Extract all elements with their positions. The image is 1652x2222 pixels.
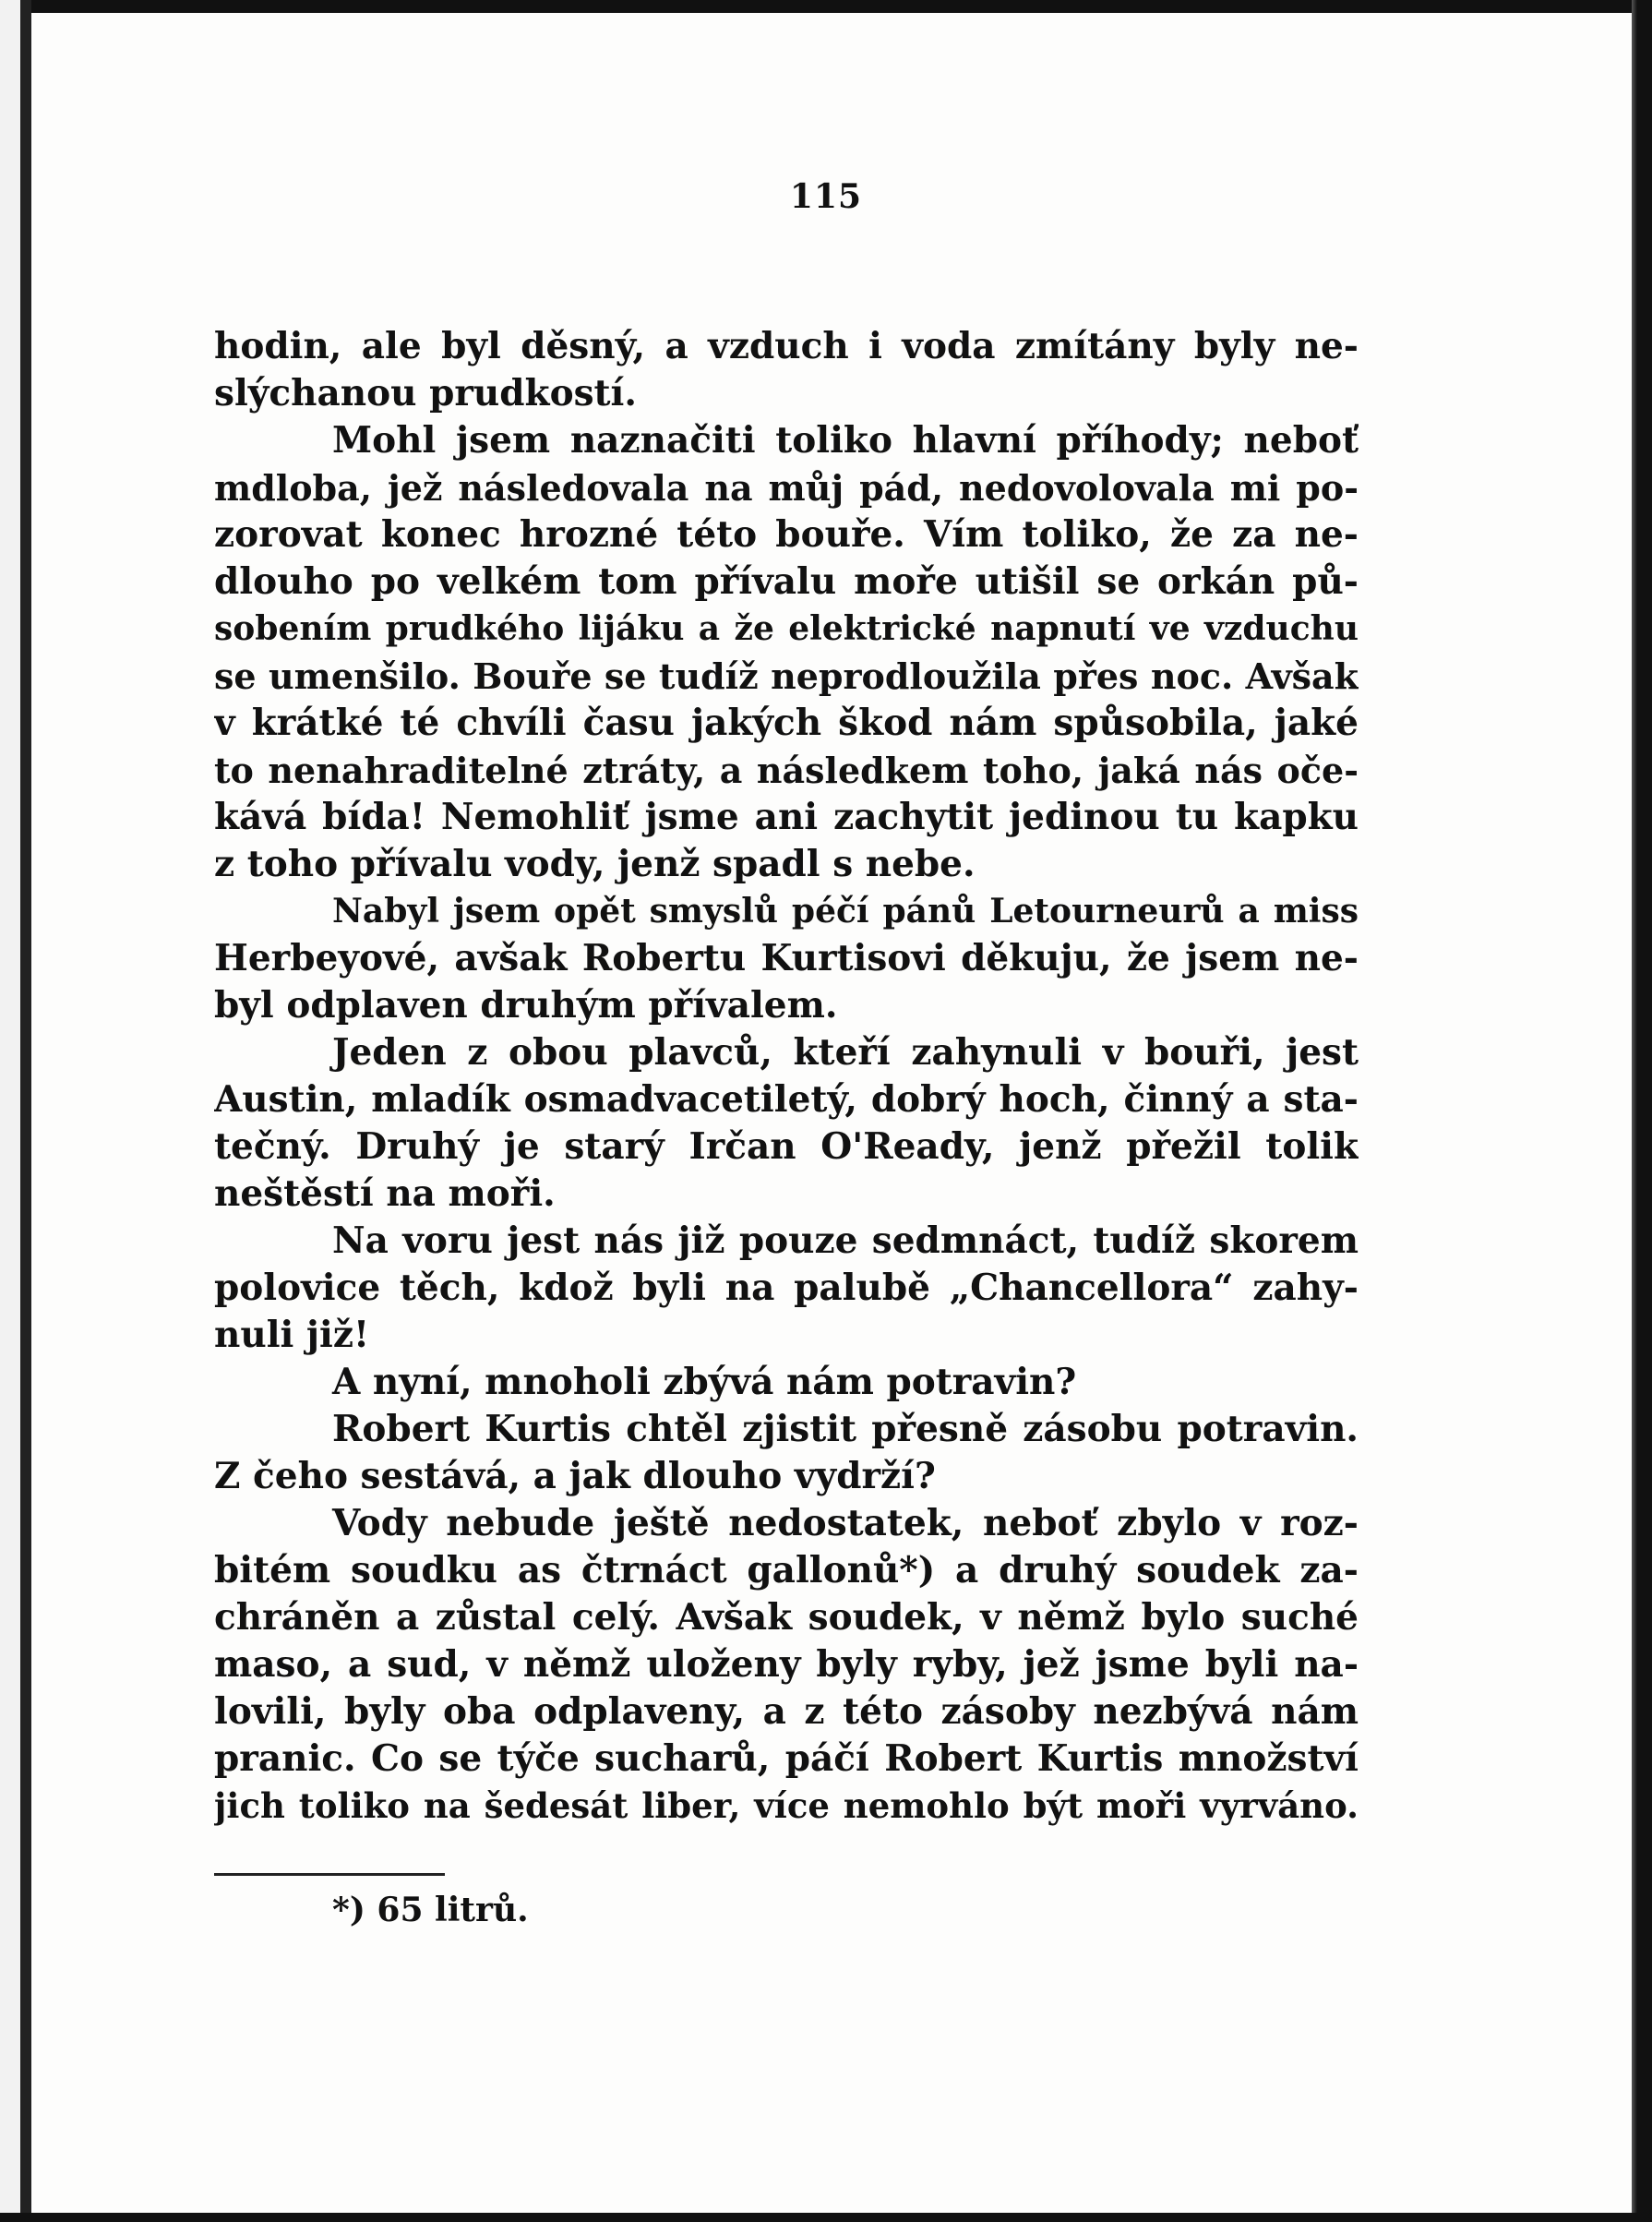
scan-edge-right xyxy=(1632,0,1652,2222)
text-line: byl odplaven druhým přívalem. xyxy=(214,984,838,1027)
scan-edge-bottom xyxy=(0,2213,1652,2222)
text-line: Vody nebude ještě nedostatek, neboť zbylo v roz- xyxy=(332,1502,1359,1544)
text-line: zorovat konec hrozné této bouře. Vím toliko, že za ne- xyxy=(214,513,1359,556)
text-line: hodin, ale byl děsný, a vzduch i voda zmítány byly ne- xyxy=(214,325,1359,367)
text-line: to nenahraditelné ztráty, a následkem toho, jaká nás oče- xyxy=(214,750,1359,791)
page-number: 115 xyxy=(789,177,863,216)
text-line: polovice těch, kdož byli na palubě „Chancellora“ zahy- xyxy=(214,1267,1359,1309)
text-line: z toho přívalu vody, jenž spadl s nebe. xyxy=(214,843,976,885)
text-line: maso, a sud, v němž uloženy byly ryby, jež jsme byli na- xyxy=(214,1643,1359,1686)
text-line: neštěstí na moři. xyxy=(214,1172,556,1215)
text-line: se umenšilo. Bouře se tudíž neprodloužila přes noc. Avšak xyxy=(214,655,1359,697)
text-line: dlouho po velkém tom přívalu moře utišil se orkán pů- xyxy=(214,560,1359,603)
scan-edge-left xyxy=(0,0,31,2222)
text-line: tečný. Druhý je starý Irčan O'Ready, jenž přežil tolik xyxy=(214,1125,1359,1168)
text-line: Na voru jest nás již pouze sedmnáct, tudíž skorem xyxy=(332,1219,1359,1262)
text-line: mdloba, jež následovala na můj pád, nedovolovala mi po- xyxy=(214,467,1359,509)
text-line: lovili, byly oba odplaveny, a z této zásoby nezbývá nám xyxy=(214,1690,1359,1733)
text-line: v krátké té chvíli času jakých škod nám spůsobila, jaké xyxy=(214,702,1359,744)
text-line: Nabyl jsem opět smyslů péčí pánů Letourneurů a miss xyxy=(332,892,1359,931)
text-line: kává bída! Nemohliť jsme ani zachytit jedinou tu kapku xyxy=(214,796,1359,838)
text-line: Z čeho sestává, a jak dlouho vydrží? xyxy=(214,1455,936,1497)
text-line: nuli již! xyxy=(214,1314,370,1356)
text-line: A nyní, mnoholi zbývá nám potravin? xyxy=(332,1361,1077,1403)
text-line: Herbeyové, avšak Robertu Kurtisovi děkuju, že jsem ne- xyxy=(214,937,1359,979)
text-line: sobením prudkého lijáku a že elektrické napnutí ve vzduchu xyxy=(214,609,1359,648)
text-line: pranic. Co se týče sucharů, páčí Robert Kurtis množství xyxy=(214,1737,1359,1780)
text-line: Jeden z obou plavců, kteří zahynuli v bouři, jest xyxy=(332,1031,1359,1074)
body-text xyxy=(214,323,1359,1830)
text-line: jich toliko na šedesát liber, více nemohlo být moři vyrváno. xyxy=(214,1785,1359,1826)
text-line: Austin, mladík osmadvacetiletý, dobrý hoch, činný a sta- xyxy=(214,1078,1359,1121)
footnote: *) 65 litrů. xyxy=(332,1891,529,1929)
footnote-rule xyxy=(214,1873,445,1876)
scan-edge-top xyxy=(0,0,1652,13)
text-line: bitém soudku as čtrnáct gallonů*) a druhý soudek za- xyxy=(214,1549,1359,1591)
text-line: chráněn a zůstal celý. Avšak soudek, v němž bylo suché xyxy=(214,1596,1359,1639)
text-line: slýchanou prudkostí. xyxy=(214,372,637,414)
text-line: Robert Kurtis chtěl zjistit přesně zásobu potravin. xyxy=(332,1408,1359,1450)
text-line: Mohl jsem naznačiti toliko hlavní příhody; neboť xyxy=(332,419,1359,462)
